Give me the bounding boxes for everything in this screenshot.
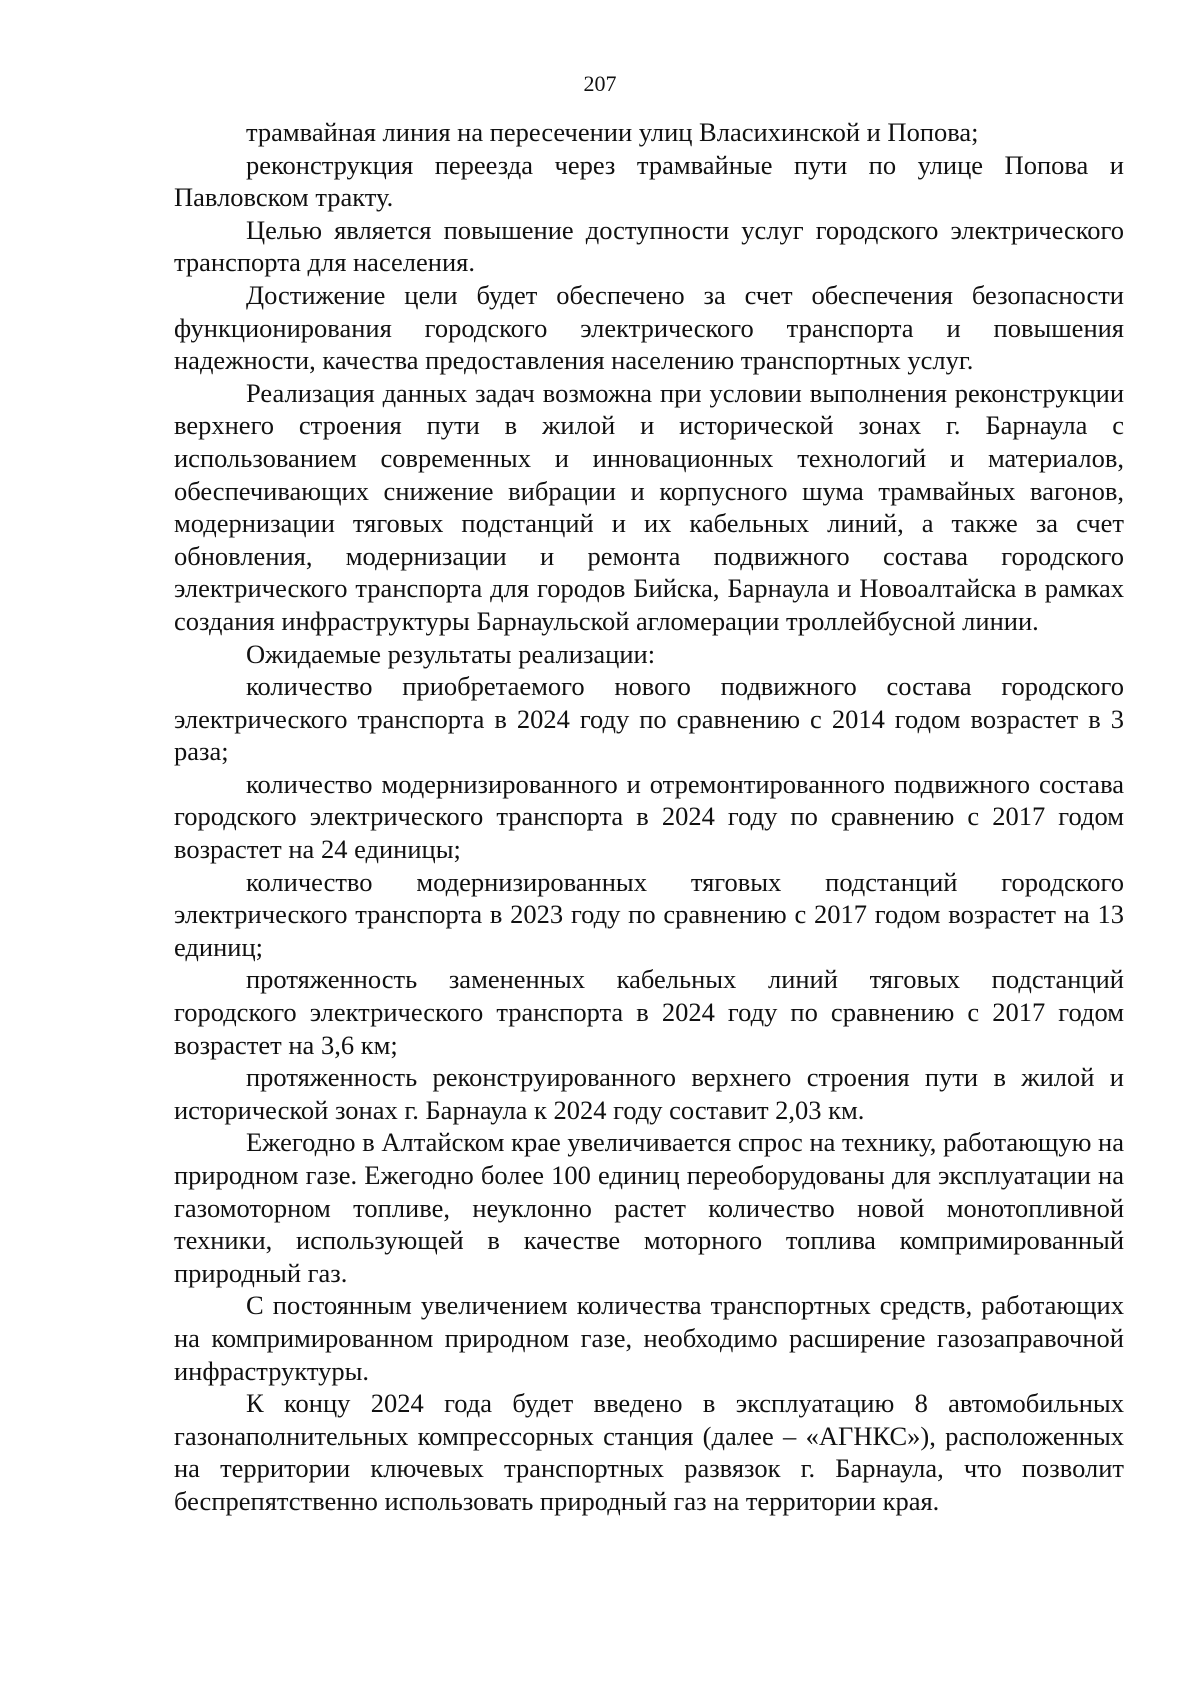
paragraph-result-cable-lines: протяженность замененных кабельных линий тяговых подстанций городского электрического транспорта в 2024 году по сравнению с 2017 годом возрастет на 3,6 км; bbox=[174, 964, 1124, 1060]
paragraph-result-modernized-rolling-stock: количество модернизированного и отремонтированного подвижного состава городского электрического транспорта в 2024 году по сравнению с 2017 годом возрастет на 24 единицы; bbox=[174, 768, 1124, 865]
paragraph-crossing-reconstruction: реконструкция переезда через трамвайные пути по улице Попова и Павловском тракту. bbox=[174, 149, 1124, 213]
paragraph-natural-gas-demand: Ежегодно в Алтайском крае увеличивается спрос на технику, работающую на природном газе. Ежегодно более 100 единиц переоборудованы для эксплуатации на газомоторном топливе, неуклонно растет количество новой монотопливной техники, использующей в качестве моторного топлива компримированный природный газ. bbox=[174, 1127, 1124, 1288]
paragraph-agnks-stations: К концу 2024 года будет введено в эксплуатацию 8 автомобильных газонаполнительных компрессорных станция (далее – «АГНКС»), расположенных на территории ключевых транспортных развязок г. Барнаула, что позволит беспрепятственно использовать природный газ на территории края. bbox=[174, 1388, 1124, 1516]
paragraph-result-track-reconstruction: протяженность реконструированного верхнего строения пути в жилой и исторической зонах г. Барнаула к 2024 году составит 2,03 км. bbox=[174, 1062, 1124, 1125]
paragraph-goal-achievement: Достижение цели будет обеспечено за счет обеспечения безопасности функционирования городского электрического транспорта и повышения надежности, качества предоставления населению транспортных услуг. bbox=[174, 279, 1124, 376]
page-number: 207 bbox=[583, 71, 617, 96]
paragraph-expected-results-heading: Ожидаемые результаты реализации: bbox=[246, 638, 656, 669]
document-body bbox=[174, 116, 1124, 1518]
paragraph-tram-line: трамвайная линия на пересечении улиц Власихинской и Попова; bbox=[246, 117, 979, 147]
paragraph-gas-infrastructure: С постоянным увеличением количества транспортных средств, работающих на компримированном природном газе, необходимо расширение газозаправочной инфраструктуры. bbox=[174, 1290, 1124, 1386]
paragraph-result-new-rolling-stock: количество приобретаемого нового подвижного состава городского электрического транспорта в 2024 году по сравнению с 2014 годом возрастет в 3 раза; bbox=[174, 671, 1124, 767]
paragraph-tasks-implementation: Реализация данных задач возможна при условии выполнения реконструкции верхнего строения пути в жилой и исторической зонах г. Барнаула с использованием современных и инновационных технологий и материалов, обеспечивающих снижение вибрации и корпусного шума трамвайных вагонов, модернизации тяговых подстанций и их кабельных линий, а также за счет обновления, модернизации и ремонта подвижного состава городского электрического транспорта для городов Бийска, Барнаула и Новоалтайска в рамках создания инфраструктуры Барнаульской агломерации троллейбусной линии. bbox=[174, 377, 1124, 636]
paragraph-result-substations: количество модернизированных тяговых подстанций городского электрического транспорта в 2023 году по сравнению с 2017 годом возрастет на 13 единиц; bbox=[174, 866, 1124, 962]
paragraph-goal: Целью является повышение доступности услуг городского электрического транспорта для населения. bbox=[174, 214, 1124, 278]
